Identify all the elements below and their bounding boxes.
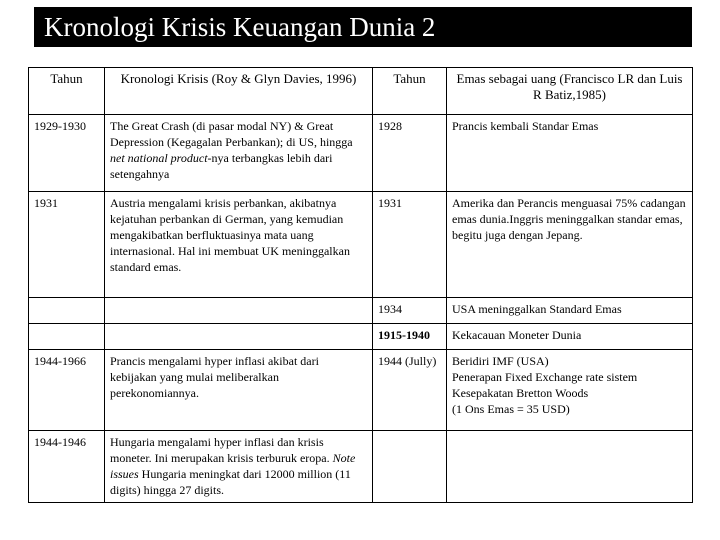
emas-cell: USA meninggalkan Standard Emas — [447, 298, 693, 324]
emas-line: Penerapan Fixed Exchange rate sistem — [452, 370, 638, 384]
kronologi-italic-text: Note issues — [110, 451, 356, 481]
emas-cell — [447, 350, 693, 431]
table-row — [29, 298, 693, 324]
emas-cell: Kekacauan Moneter Dunia — [447, 324, 693, 350]
year-left-cell: 1931 — [29, 192, 105, 298]
page-title: Kronologi Krisis Keuangan Dunia 2 — [44, 12, 436, 42]
kronologi-cell — [105, 324, 373, 350]
title-bar — [34, 7, 692, 47]
kronologi-italic-text: net national product — [110, 151, 208, 165]
year-left-cell: 1944-1966 — [29, 350, 105, 431]
header-kronologi: Kronologi Krisis (Roy & Glyn Davies, 1996) — [105, 68, 373, 115]
chronology-table — [28, 67, 693, 503]
kronologi-cell — [105, 298, 373, 324]
table-row — [29, 350, 693, 431]
kronologi-cell: Austria mengalami krisis perbankan, akibatnya kejatuhan perbankan di German, yang kemudian mengakibatkan berfluktuasinya mata uang internasional. Hal ini membuat UK meninggalkan standard emas. — [105, 192, 373, 298]
header-tahun-right: Tahun — [373, 68, 447, 115]
year-left-cell — [29, 298, 105, 324]
year-left-cell: 1929-1930 — [29, 115, 105, 192]
kronologi-cell — [105, 115, 373, 192]
emas-cell: Prancis kembali Standar Emas — [447, 115, 693, 192]
kronologi-text: Hungaria mengalami hyper inflasi dan krisis moneter. Ini merupakan krisis terburuk eropa. — [110, 435, 333, 465]
emas-line: (1 Ons Emas = 35 USD) — [452, 402, 570, 416]
kronologi-text: -nya terbangkas lebih dari setengahnya — [110, 151, 333, 181]
year-right-cell: 1915-1940 — [373, 324, 447, 350]
emas-cell: Amerika dan Perancis menguasai 75% cadangan emas dunia.Inggris meninggalkan standar emas, begitu juga dengan Jepang. — [447, 192, 693, 298]
table-row — [29, 324, 693, 350]
emas-line: Kesepakatan Bretton Woods — [452, 386, 589, 400]
year-left-cell — [29, 324, 105, 350]
header-tahun-left: Tahun — [29, 68, 105, 115]
kronologi-text: The Great Crash (di pasar modal NY) & Great Depression (Kegagalan Perbankan); di US, hingga — [110, 119, 353, 149]
header-emas: Emas sebagai uang (Francisco LR dan Luis R Batiz,1985) — [447, 68, 693, 115]
table-row — [29, 115, 693, 192]
year-left-cell: 1944-1946 — [29, 431, 105, 503]
emas-line: Beridiri IMF (USA) — [452, 354, 549, 368]
emas-cell — [447, 431, 693, 503]
table-row — [29, 431, 693, 503]
year-right-cell — [373, 431, 447, 503]
year-right-cell: 1934 — [373, 298, 447, 324]
table-header-row — [29, 68, 693, 115]
table-row — [29, 192, 693, 298]
year-right-cell: 1931 — [373, 192, 447, 298]
kronologi-text: Hungaria meningkat dari 12000 million (11 digits) hingga 27 digits. — [110, 467, 351, 497]
kronologi-cell: Prancis mengalami hyper inflasi akibat dari kebijakan yang mulai meliberalkan perekonomiannya. — [105, 350, 373, 431]
year-right-cell: 1944 (Jully) — [373, 350, 447, 431]
year-right-cell: 1928 — [373, 115, 447, 192]
kronologi-cell — [105, 431, 373, 503]
